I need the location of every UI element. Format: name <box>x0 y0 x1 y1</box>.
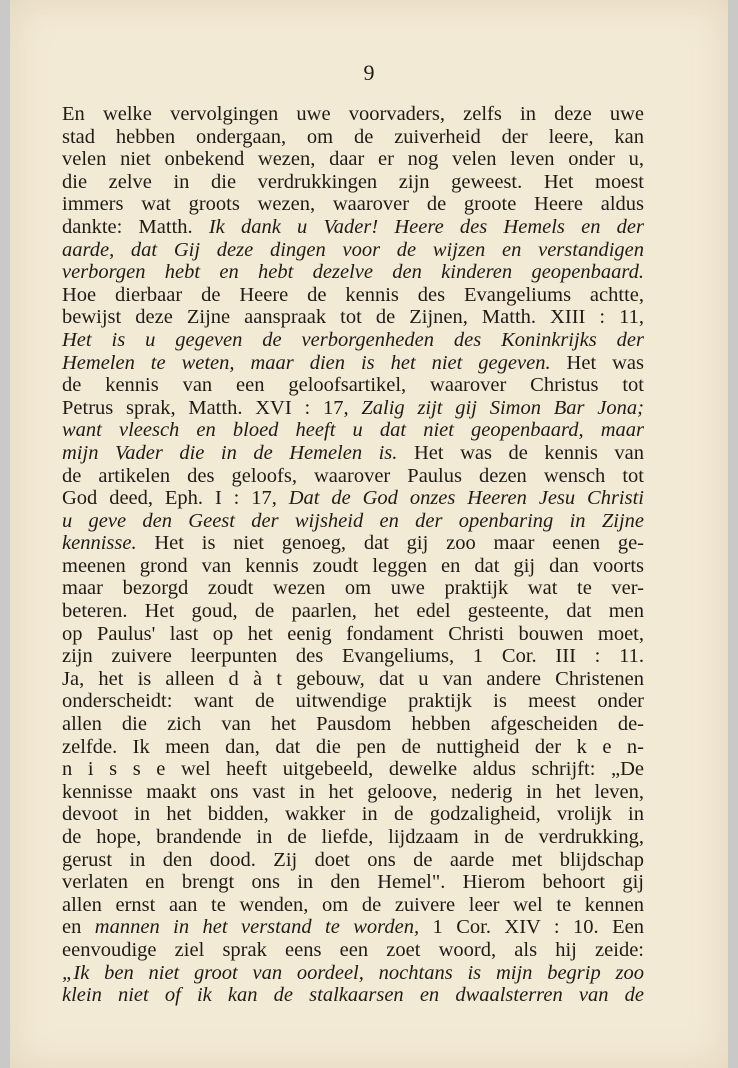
italic-text-segment: Ik dank u Vader! Heere des Hemels en der <box>208 215 644 238</box>
text-segment: op Paulus' last op het eenig fondament Christi bouwen moet, <box>62 622 644 645</box>
text-segment: Het was de kennis van <box>397 441 644 464</box>
italic-text-segment: kennisse. <box>62 532 137 555</box>
text-segment: allen die zich van het Pausdom hebben afgescheiden de- <box>62 713 644 736</box>
italic-text-segment: Hemelen te weten, maar dien is het niet gegeven. <box>62 351 551 374</box>
text-segment: en <box>62 916 95 939</box>
italic-text-segment: aarde, dat Gij deze dingen voor de wijzen en verstandigen <box>62 238 644 261</box>
text-segment: n i s s e wel heeft uitgebeeld, dewelke aldus schrijft: „De <box>62 758 644 781</box>
text-segment: eenvoudige ziel sprak eens een zoet woord, als hij zeide: <box>62 938 644 961</box>
text-segment: immers wat groots wezen, waarover de groote Heere aldus <box>62 193 644 216</box>
text-line <box>62 171 644 194</box>
text-line <box>62 261 644 284</box>
text-segment: gerust in den dood. Zij doet ons de aarde met blijdschap <box>62 848 644 871</box>
text-line <box>62 329 644 352</box>
text-segment: meenen grond van kennis zoudt leggen en dat gij dan voorts <box>62 554 644 577</box>
italic-text-segment: verborgen hebt en hebt dezelve den kinderen geopenbaard. <box>62 261 644 284</box>
text-segment: Ja, het is alleen d à t gebouw, dat u van andere Christenen <box>62 667 644 690</box>
text-line <box>62 916 644 939</box>
text-line <box>62 510 644 533</box>
text-line <box>62 577 644 600</box>
text-segment: allen ernst aan te wenden, om de zuivere leer wel te kennen <box>62 893 644 916</box>
text-segment: bewijst deze Zijne aanspraak tot de Zijnen, Matth. XIII : 11, <box>62 306 644 329</box>
text-segment: de kennis van een geloofsartikel, waarover Christus tot <box>62 374 644 397</box>
text-segment: devoot in het bidden, wakker in de godzaligheid, vrolijk in <box>62 803 644 826</box>
body-text <box>62 103 644 1007</box>
italic-text-segment: want vleesch en bloed heeft u dat niet geopenbaard, maar <box>62 419 644 442</box>
text-segment: de hope, brandende in de liefde, lijdzaam in de verdrukking, <box>62 826 644 848</box>
text-line <box>62 713 644 736</box>
text-segment: dankte: Matth. <box>62 215 209 238</box>
text-line <box>62 984 644 1007</box>
italic-text-segment: mannen in het verstand te worden, <box>94 916 420 939</box>
text-line <box>62 419 644 442</box>
italic-text-segment: „Ik ben niet groot van oordeel, nochtans is mijn begrip zoo <box>62 961 644 984</box>
text-segment: die zelve in die verdrukkingen zijn geweest. Het moest <box>62 170 644 193</box>
text-line <box>62 736 644 759</box>
italic-text-segment: klein niet of ik kan de stalkaarsen en dwaalsterren van de <box>62 984 644 1007</box>
text-line <box>62 871 644 894</box>
text-line <box>62 352 644 375</box>
text-line <box>62 600 644 623</box>
text-segment: En welke vervolgingen uwe voorvaders, zelfs in deze uwe <box>62 103 644 125</box>
text-segment: 1 Cor. XIV : 10. Een <box>419 916 644 939</box>
text-segment: zijn zuivere leerpunten des Evangeliums, 1 Cor. III : 11. <box>62 645 644 668</box>
text-segment: zelfde. Ik meen dan, dat die pen de nuttigheid der k e n- <box>62 735 644 758</box>
italic-text-segment: mijn Vader die in de Hemelen is. <box>62 441 398 464</box>
text-line <box>62 306 644 329</box>
text-line <box>62 374 644 397</box>
text-line <box>62 532 644 555</box>
text-segment: maar bezorgd zoudt wezen om uwe praktijk wat te ver- <box>62 577 644 600</box>
text-segment: de artikelen des geloofs, waarover Paulus dezen wensch tot <box>62 464 644 487</box>
text-segment: beteren. Het goud, de paarlen, het edel gesteente, dat men <box>62 600 644 623</box>
text-line <box>62 148 644 171</box>
text-line <box>62 849 644 872</box>
text-segment: kennisse maakt ons vast in het geloove, nederig in het leven, <box>62 780 644 803</box>
italic-text-segment: Dat de God onzes Heeren Jesu Christi <box>288 487 644 510</box>
italic-text-segment: u geve den Geest der wijsheid en der openbaring in Zijne <box>62 509 644 532</box>
text-line <box>62 645 644 668</box>
text-segment: velen niet onbekend wezen, daar er nog velen leven onder u, <box>62 148 644 171</box>
text-line <box>62 758 644 781</box>
text-line <box>62 803 644 826</box>
text-segment: Het was <box>550 351 644 374</box>
text-line <box>62 939 644 962</box>
text-segment: God deed, Eph. I : 17, <box>62 487 289 510</box>
text-line <box>62 690 644 713</box>
text-line <box>62 397 644 420</box>
text-line <box>62 193 644 216</box>
text-segment: Petrus sprak, Matth. XVI : 17, <box>62 396 362 419</box>
text-segment: Het is niet genoeg, dat gij zoo maar eenen ge- <box>136 532 644 555</box>
text-line <box>62 284 644 307</box>
text-line <box>62 487 644 510</box>
text-segment: Hoe dierbaar de Heere de kennis des Evangeliums achtte, <box>62 283 644 306</box>
book-page <box>10 0 728 1068</box>
text-line <box>62 216 644 239</box>
text-line <box>62 126 644 149</box>
text-line <box>62 623 644 646</box>
text-segment: verlaten en brengt ons in den Hemel". Hierom behoort gij <box>62 871 644 894</box>
italic-text-segment: Zalig zijt gij Simon Bar Jona; <box>361 396 644 419</box>
text-line <box>62 555 644 578</box>
text-segment: stad hebben ondergaan, om de zuiverheid der leere, kan <box>62 125 644 148</box>
italic-text-segment: Het is u gegeven de verborgenheden des Koninkrijks der <box>62 328 644 351</box>
text-segment: onderscheidt: want de uitwendige praktijk is meest onder <box>62 690 644 713</box>
text-line <box>62 894 644 917</box>
text-line <box>62 826 644 849</box>
text-line <box>62 465 644 488</box>
text-line <box>62 781 644 804</box>
text-line <box>62 668 644 691</box>
text-line <box>62 103 644 126</box>
text-line <box>62 442 644 465</box>
page-number: 9 <box>363 60 375 85</box>
text-line <box>62 239 644 262</box>
text-line <box>62 962 644 985</box>
